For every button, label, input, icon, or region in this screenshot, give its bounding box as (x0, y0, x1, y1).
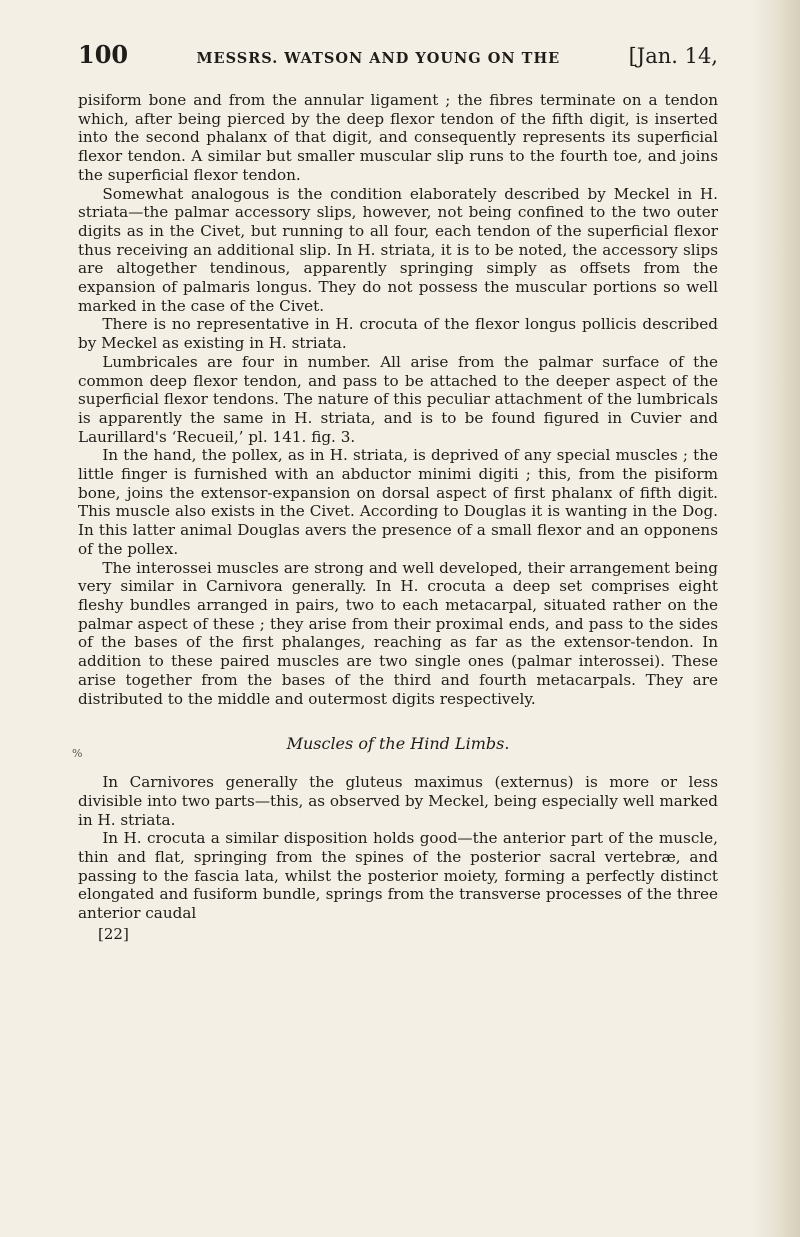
running-title: MESSRS. WATSON AND YOUNG ON THE (196, 50, 561, 67)
signature-mark: [22] (98, 924, 129, 943)
page-number: 100 (78, 40, 129, 69)
running-head (78, 40, 718, 69)
paragraph: pisiform bone and from the annular ligament ; the fibres terminate on a tendon which, after being pierced by the deep flexor tendon of the fifth digit, is inserted into the second phalanx of that digit, and consequently represents its superficial flexor tendon. A similar but smaller muscular slip runs to the fourth toe, and joins the superficial flexor tendon. (78, 91, 718, 184)
paragraph: Somewhat analogous is the condition elaborately described by Meckel in H. striata—the palmar accessory slips, however, not being confined to the two outer digits as in the Civet, but running to all four, each tendon of the superficial flexor thus receiving an additional slip. In H. striata, it is to be noted, the accessory slips are altogether tendinous, apparently springing simply as offsets from the expansion of palmaris longus. They do not possess the muscular portions so well marked in the case of the Civet. (78, 184, 718, 315)
paragraph: The interossei muscles are strong and well developed, their arrangement being very similar in Carnivora generally. In H. crocuta a deep set comprises eight fleshy bundles arranged in pairs, two to each metacarpal, situated rather on the palmar aspect of these ; they arise from their proximal ends, and pass to the sides of the bases of the first phalanges, reaching as far as the extensor-tendon. In addition to these paired muscles are two single ones (palmar interossei). These arise together from the bases of the third and fourth metacarpals. They are distributed to the middle and outermost digits respectively. (78, 558, 718, 708)
paragraph: There is no representative in H. crocuta of the flexor longus pollicis described by Meckel as existing in H. striata. (78, 315, 718, 353)
page-edge-shadow (752, 0, 800, 1237)
paragraph: Lumbricales are four in number. All arise from the palmar surface of the common deep flexor tendon, and pass to be attached to the deeper aspect of the superficial flexor tendons. The nature of this peculiar attachment of the lumbricals is apparently the same in H. striata, and is to be found figured in Cuvier and Laurillard's ‘Recueil,’ pl. 141. fig. 3. (78, 352, 718, 446)
page (78, 40, 718, 943)
section-heading: Muscles of the Hind Limbs. (286, 734, 510, 754)
paragraph: In the hand, the pollex, as in H. striata, is deprived of any special muscles ; the little finger is furnished with an abductor minimi digiti ; this, from the pisiform bone, joins the extensor-expansion on dorsal aspect of first phalanx of fifth digit. This muscle also exists in the Civet. According to Douglas it is wanting in the Dog. In this latter animal Douglas avers the presence of a small flexor and an opponens of the pollex. (78, 446, 718, 558)
running-date: [Jan. 14, (628, 44, 718, 68)
paragraph: In H. crocuta a similar disposition holds good—the anterior part of the muscle, thin and flat, springing from the spines of the posterior sacral vertebræ, and passing to the fascia lata, whilst the posterior moiety, forming a perfectly distinct elongated and fusiform bundle, springs from the transverse processes of the three anterior caudal (78, 829, 718, 923)
paragraph: In Carnivores generally the gluteus maximus (externus) is more or less divisible into two parts—this, as observed by Meckel, being especially well marked in H. striata. (78, 773, 718, 829)
margin-mark: % (72, 747, 83, 760)
